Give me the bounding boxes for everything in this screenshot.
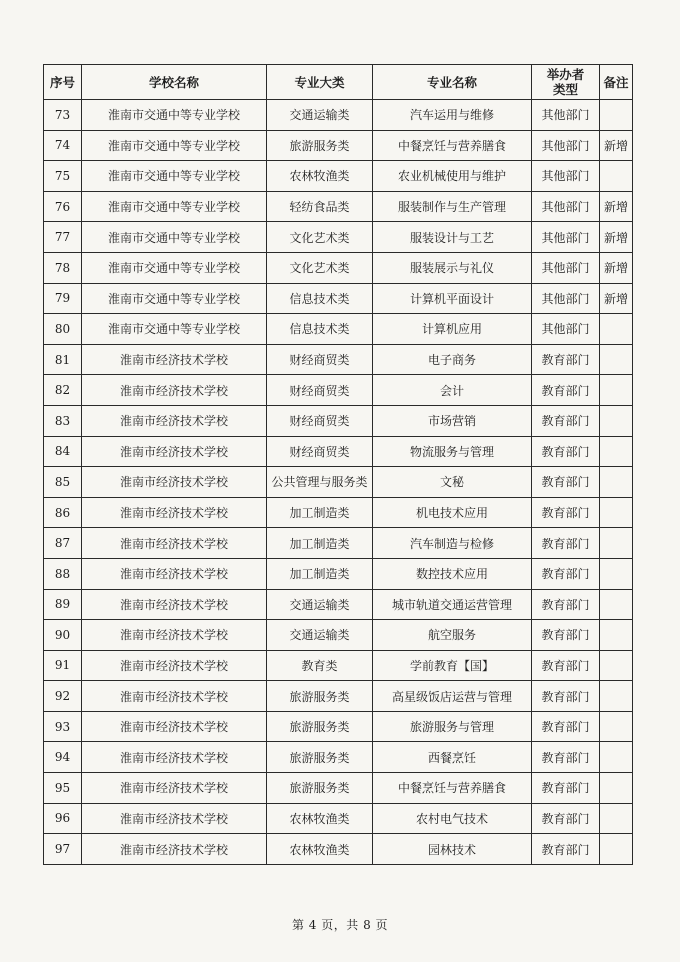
cell-major-category: 信息技术类	[267, 283, 373, 314]
table-row	[44, 467, 633, 498]
cell-remarks	[600, 467, 633, 498]
cell-major-name: 服装制作与生产管理	[373, 191, 532, 222]
cell-school-name: 淮南市经济技术学校	[82, 742, 267, 773]
cell-major-name: 文秘	[373, 467, 532, 498]
table-row	[44, 620, 633, 651]
cell-remarks	[600, 558, 633, 589]
cell-serial-number: 87	[44, 528, 82, 559]
cell-school-name: 淮南市交通中等专业学校	[82, 283, 267, 314]
cell-organizer-type: 其他部门	[532, 191, 600, 222]
cell-serial-number: 78	[44, 252, 82, 283]
cell-organizer-type: 其他部门	[532, 283, 600, 314]
cell-remarks	[600, 620, 633, 651]
table-row	[44, 773, 633, 804]
cell-serial-number: 84	[44, 436, 82, 467]
cell-major-name: 市场营销	[373, 405, 532, 436]
cell-major-category: 交通运输类	[267, 100, 373, 131]
cell-major-category: 轻纺食品类	[267, 191, 373, 222]
cell-major-category: 教育类	[267, 650, 373, 681]
cell-serial-number: 95	[44, 773, 82, 804]
cell-remarks	[600, 344, 633, 375]
school-majors-table	[43, 64, 633, 865]
cell-serial-number: 82	[44, 375, 82, 406]
cell-school-name: 淮南市交通中等专业学校	[82, 100, 267, 131]
cell-school-name: 淮南市交通中等专业学校	[82, 314, 267, 345]
page-number-footer: 第 4 页，共 8 页	[291, 918, 389, 932]
table-row	[44, 803, 633, 834]
table-row	[44, 742, 633, 773]
cell-school-name: 淮南市经济技术学校	[82, 375, 267, 406]
table-row	[44, 375, 633, 406]
cell-major-name: 会计	[373, 375, 532, 406]
header-organizer-type-text: 举办者 类型	[546, 67, 585, 97]
cell-organizer-type: 教育部门	[532, 681, 600, 712]
cell-serial-number: 93	[44, 711, 82, 742]
table-body	[44, 100, 633, 865]
cell-remarks	[600, 436, 633, 467]
table-row	[44, 252, 633, 283]
cell-school-name: 淮南市交通中等专业学校	[82, 130, 267, 161]
cell-serial-number: 83	[44, 405, 82, 436]
cell-school-name: 淮南市经济技术学校	[82, 803, 267, 834]
cell-organizer-type: 教育部门	[532, 589, 600, 620]
cell-remarks	[600, 803, 633, 834]
cell-major-category: 交通运输类	[267, 589, 373, 620]
cell-remarks	[600, 711, 633, 742]
cell-major-category: 农林牧渔类	[267, 161, 373, 192]
cell-organizer-type: 其他部门	[532, 130, 600, 161]
cell-major-name: 汽车制造与检修	[373, 528, 532, 559]
cell-school-name: 淮南市交通中等专业学校	[82, 161, 267, 192]
cell-major-category: 旅游服务类	[267, 742, 373, 773]
cell-remarks	[600, 375, 633, 406]
cell-major-name: 中餐烹饪与营养膳食	[373, 130, 532, 161]
cell-school-name: 淮南市经济技术学校	[82, 436, 267, 467]
table-row	[44, 528, 633, 559]
cell-major-category: 财经商贸类	[267, 344, 373, 375]
header-school-name: 学校名称	[82, 65, 267, 100]
cell-organizer-type: 教育部门	[532, 620, 600, 651]
cell-major-name: 中餐烹饪与营养膳食	[373, 773, 532, 804]
table-row	[44, 344, 633, 375]
table-row	[44, 191, 633, 222]
cell-major-name: 电子商务	[373, 344, 532, 375]
header-organizer-type	[532, 65, 600, 100]
table-row	[44, 222, 633, 253]
cell-serial-number: 89	[44, 589, 82, 620]
table-header	[44, 65, 633, 100]
cell-major-name: 汽车运用与维修	[373, 100, 532, 131]
cell-major-category: 文化艺术类	[267, 252, 373, 283]
cell-remarks	[600, 161, 633, 192]
cell-school-name: 淮南市经济技术学校	[82, 650, 267, 681]
cell-major-category: 交通运输类	[267, 620, 373, 651]
cell-serial-number: 97	[44, 834, 82, 865]
cell-school-name: 淮南市经济技术学校	[82, 528, 267, 559]
cell-major-name: 旅游服务与管理	[373, 711, 532, 742]
cell-remarks	[600, 589, 633, 620]
cell-major-name: 计算机平面设计	[373, 283, 532, 314]
cell-organizer-type: 教育部门	[532, 436, 600, 467]
cell-major-category: 文化艺术类	[267, 222, 373, 253]
cell-organizer-type: 教育部门	[532, 742, 600, 773]
cell-remarks	[600, 497, 633, 528]
cell-organizer-type: 教育部门	[532, 497, 600, 528]
cell-serial-number: 74	[44, 130, 82, 161]
table-row	[44, 711, 633, 742]
cell-major-name: 服装展示与礼仪	[373, 252, 532, 283]
table-row	[44, 650, 633, 681]
cell-major-category: 旅游服务类	[267, 130, 373, 161]
cell-organizer-type: 教育部门	[532, 773, 600, 804]
cell-serial-number: 85	[44, 467, 82, 498]
cell-serial-number: 76	[44, 191, 82, 222]
cell-organizer-type: 其他部门	[532, 100, 600, 131]
cell-serial-number: 91	[44, 650, 82, 681]
table-row	[44, 405, 633, 436]
table-row	[44, 314, 633, 345]
cell-organizer-type: 教育部门	[532, 803, 600, 834]
cell-major-name: 计算机应用	[373, 314, 532, 345]
cell-major-name: 学前教育【国】	[373, 650, 532, 681]
cell-major-category: 加工制造类	[267, 528, 373, 559]
cell-major-name: 物流服务与管理	[373, 436, 532, 467]
cell-organizer-type: 教育部门	[532, 834, 600, 865]
cell-serial-number: 94	[44, 742, 82, 773]
cell-major-name: 航空服务	[373, 620, 532, 651]
cell-remarks: 新增	[600, 252, 633, 283]
cell-major-name: 服装设计与工艺	[373, 222, 532, 253]
cell-major-category: 公共管理与服务类	[267, 467, 373, 498]
cell-school-name: 淮南市经济技术学校	[82, 834, 267, 865]
cell-remarks	[600, 834, 633, 865]
cell-serial-number: 77	[44, 222, 82, 253]
table-row	[44, 681, 633, 712]
cell-school-name: 淮南市交通中等专业学校	[82, 191, 267, 222]
cell-major-name: 园林技术	[373, 834, 532, 865]
table-row	[44, 161, 633, 192]
cell-remarks: 新增	[600, 130, 633, 161]
cell-remarks	[600, 528, 633, 559]
cell-major-name: 西餐烹饪	[373, 742, 532, 773]
cell-organizer-type: 教育部门	[532, 650, 600, 681]
cell-major-category: 信息技术类	[267, 314, 373, 345]
cell-major-category: 旅游服务类	[267, 681, 373, 712]
cell-school-name: 淮南市经济技术学校	[82, 620, 267, 651]
cell-serial-number: 92	[44, 681, 82, 712]
header-major-category: 专业大类	[267, 65, 373, 100]
table-row	[44, 436, 633, 467]
cell-remarks: 新增	[600, 191, 633, 222]
cell-school-name: 淮南市经济技术学校	[82, 681, 267, 712]
header-major-name: 专业名称	[373, 65, 532, 100]
cell-major-category: 旅游服务类	[267, 773, 373, 804]
cell-organizer-type: 教育部门	[532, 467, 600, 498]
cell-remarks: 新增	[600, 222, 633, 253]
cell-major-category: 财经商贸类	[267, 375, 373, 406]
cell-school-name: 淮南市经济技术学校	[82, 467, 267, 498]
cell-organizer-type: 教育部门	[532, 528, 600, 559]
table-row	[44, 834, 633, 865]
cell-major-name: 机电技术应用	[373, 497, 532, 528]
cell-serial-number: 79	[44, 283, 82, 314]
cell-organizer-type: 其他部门	[532, 161, 600, 192]
cell-school-name: 淮南市经济技术学校	[82, 497, 267, 528]
table-row	[44, 558, 633, 589]
table-row	[44, 283, 633, 314]
cell-serial-number: 86	[44, 497, 82, 528]
cell-serial-number: 73	[44, 100, 82, 131]
cell-remarks	[600, 681, 633, 712]
cell-organizer-type: 教育部门	[532, 711, 600, 742]
cell-remarks	[600, 100, 633, 131]
cell-serial-number: 75	[44, 161, 82, 192]
cell-serial-number: 88	[44, 558, 82, 589]
cell-remarks	[600, 742, 633, 773]
cell-major-name: 农业机械使用与维护	[373, 161, 532, 192]
cell-school-name: 淮南市经济技术学校	[82, 773, 267, 804]
cell-remarks	[600, 405, 633, 436]
cell-major-category: 旅游服务类	[267, 711, 373, 742]
cell-remarks	[600, 773, 633, 804]
cell-organizer-type: 教育部门	[532, 344, 600, 375]
cell-major-category: 加工制造类	[267, 497, 373, 528]
table-row	[44, 589, 633, 620]
cell-school-name: 淮南市经济技术学校	[82, 405, 267, 436]
cell-serial-number: 81	[44, 344, 82, 375]
cell-remarks: 新增	[600, 283, 633, 314]
cell-school-name: 淮南市交通中等专业学校	[82, 222, 267, 253]
cell-major-name: 城市轨道交通运营管理	[373, 589, 532, 620]
header-remarks: 备注	[600, 65, 633, 100]
cell-organizer-type: 其他部门	[532, 314, 600, 345]
cell-organizer-type: 教育部门	[532, 558, 600, 589]
cell-school-name: 淮南市经济技术学校	[82, 558, 267, 589]
cell-major-category: 农林牧渔类	[267, 834, 373, 865]
cell-organizer-type: 教育部门	[532, 375, 600, 406]
cell-serial-number: 90	[44, 620, 82, 651]
table-row	[44, 497, 633, 528]
cell-school-name: 淮南市交通中等专业学校	[82, 252, 267, 283]
cell-serial-number: 80	[44, 314, 82, 345]
cell-organizer-type: 其他部门	[532, 252, 600, 283]
table-row	[44, 100, 633, 131]
table-row	[44, 130, 633, 161]
cell-major-category: 财经商贸类	[267, 436, 373, 467]
header-serial-number: 序号	[44, 65, 82, 100]
cell-organizer-type: 其他部门	[532, 222, 600, 253]
cell-major-name: 农村电气技术	[373, 803, 532, 834]
cell-organizer-type: 教育部门	[532, 405, 600, 436]
cell-remarks	[600, 314, 633, 345]
cell-major-category: 财经商贸类	[267, 405, 373, 436]
cell-major-category: 农林牧渔类	[267, 803, 373, 834]
cell-major-name: 数控技术应用	[373, 558, 532, 589]
cell-serial-number: 96	[44, 803, 82, 834]
cell-major-name: 高星级饭店运营与管理	[373, 681, 532, 712]
cell-major-category: 加工制造类	[267, 558, 373, 589]
cell-school-name: 淮南市经济技术学校	[82, 589, 267, 620]
cell-remarks	[600, 650, 633, 681]
cell-school-name: 淮南市经济技术学校	[82, 344, 267, 375]
cell-school-name: 淮南市经济技术学校	[82, 711, 267, 742]
